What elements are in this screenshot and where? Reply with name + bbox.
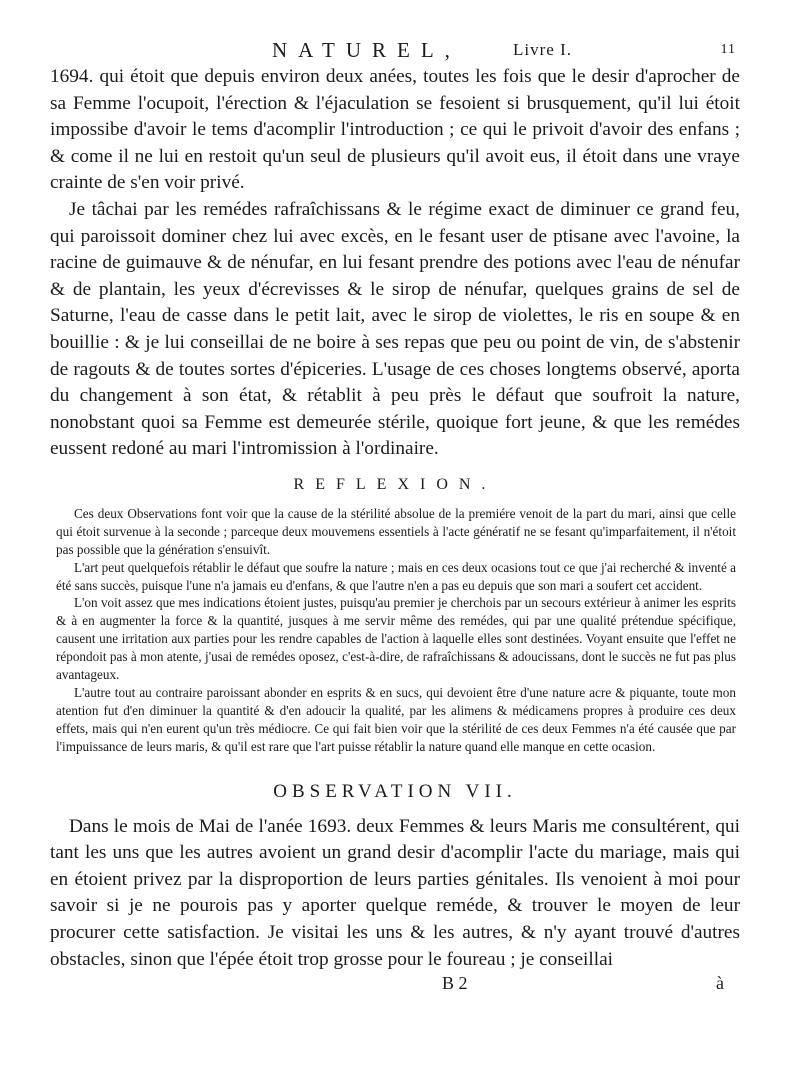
running-head-title: NATUREL,	[272, 38, 461, 62]
observation-paragraph: Dans le mois de Mai de l'anée 1693. deux Femmes & leurs Maris me consultérent, qui tant les uns que les autres avoient un grand desir d'acomplir l'acte du mariage, mais qui en étoient privez par la disproportion de leurs parties génitales. Ils venoient à moi pour savoir si je ne pourois pas y aporter quelque reméde, & trouver le moyen de leur procurer cette satisfaction. Je visitai les uns & les autres, & n'y ayant trouvé d'autres obstacles, sinon que l'épée étoit trop grosse pour le foureau ; je conseillai	[50, 815, 740, 970]
running-head-book: Livre I.	[513, 40, 572, 59]
observation-text	[50, 814, 740, 974]
opening-paragraph: 1694. qui étoit que depuis environ deux anées, toutes les fois que le desir d'aprocher de sa Femme l'ocupoit, l'érection & l'éjaculation se fesoient si brusquement, qu'il lui étoit impossibe d'avoir le tems d'acomplir l'introduction ; ce qui le privoit d'avoir des enfans ; & come il ne lui en restoit qu'un seul de plusieurs qu'il avoit eus, il étoit dans une vraye crainte de s'en voir privé.	[50, 66, 740, 194]
running-head	[50, 38, 740, 64]
book-page	[50, 38, 740, 997]
signature-mark: B 2	[442, 973, 468, 994]
catchword: à	[716, 973, 724, 994]
opening-paragraph: Je tâchai par les remédes rafraîchissans & le régime exact de diminuer ce grand feu, qui paroissoit dominer chez lui avec excès, en le fesant user de ptisane avec l'avoine, la racine de guimauve & de nénufar, en lui fesant prendre des potions avec l'eau de nénufar & de plantain, les yeux d'écrevisses & le sirop de nénufar, quelques grains de sel de Saturne, l'eau de casse dans le petit lait, avec le sirop de violettes, le ris en soupe & en bouillie : & je lui conseillai de ne boire à ses repas que peu ou point de vin, de s'abstenir de ragouts & de toutes sortes d'épiceries. L'usage de ces choses longtems observé, aporta du changement à son état, & rétablit à peu près le défaut que soufroit la nature, nonobstant quoi sa Femme est demeurée stérile, quoique fort jeune, & que les remédes eussent redoné au mari l'intromission à l'ordinaire.	[50, 198, 740, 460]
observation-heading: OBSERVATION VII.	[273, 780, 517, 802]
reflexion-text	[56, 505, 736, 756]
page-number: 11	[720, 42, 736, 57]
reflexion-paragraph: L'art peut quelquefois rétablir le défaut que soufre la nature ; mais en ces deux ocasions tout ce que j'ai recherché & inventé a été sans succès, puisque l'une n'a jamais eu d'enfans, & que l'autre n'en a pas eu depuis que son mari a soufert cet accident.	[56, 559, 736, 593]
opening-text	[50, 64, 740, 463]
reflexion-heading: REFLEXION.	[293, 475, 497, 493]
page-footer	[50, 973, 740, 997]
reflexion-paragraph: L'on voit assez que mes indications étoient justes, puisqu'au premier je cherchois par un secours extérieur à animer les esprits & à en augmenter la force & la quantité, jusques à me servir même des remédes, qui par une qualité prétendue spécifique, causent une irritation aux parties pour les rendre capables de l'action à laquelle elles sont destinées. Voyant ensuite que l'effet ne répondoit pas à mon atente, j'usai de remédes oposez, c'est-à-dire, de rafraîchissans & adoucissans, dont le succès ne fut pas plus avantageux.	[56, 595, 736, 683]
reflexion-paragraph: L'autre tout au contraire paroissant abonder en esprits & en sucs, qui devoient être d'une nature acre & piquante, toute mon atention fut d'en diminuer la quantité & d'en adoucir la qualité, par les alimens & médicamens propres à produire ces deux effets, mais qui n'en eurent qu'un très médiocre. Ce qui fait bien voir que la stérilité de ces deux Femmes n'a été causée que par l'impuissance de leurs maris, & qu'il est rare que l'art puisse rétablir la nature quand elle manque en cette ocasion.	[56, 684, 736, 754]
reflexion-paragraph: Ces deux Observations font voir que la cause de la stérilité absolue de la premiére venoit de la part du mari, ainsi que celle qui étoit survenue à la seconde ; parceque deux mouvemens essentiels à l'acte génératif ne se fesant qu'imparfaitement, il n'étoit pas possible que la génération s'ensuivît.	[56, 505, 736, 557]
